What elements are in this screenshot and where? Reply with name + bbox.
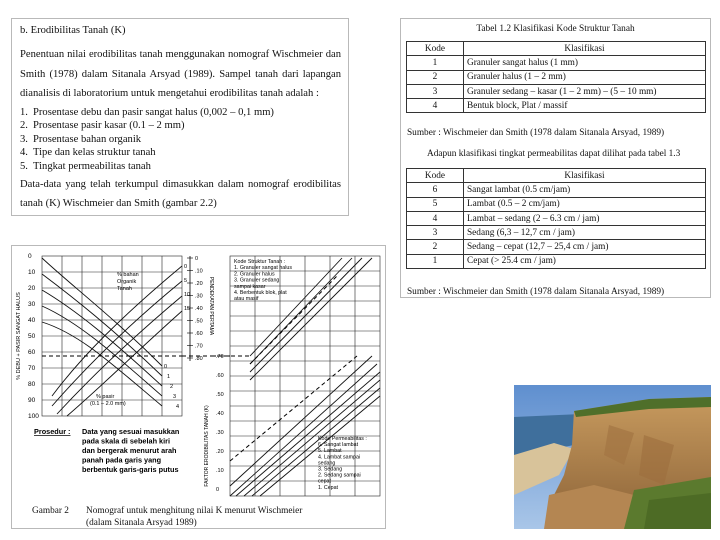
caption-line1: Nomograf untuk menghitung nilai K menurut Wischmeier — [86, 506, 303, 516]
right-tick: .70 — [216, 354, 224, 360]
list-item: 1. Prosentase debu dan pasir sangat halus (0,002 – 0,1 mm) — [20, 106, 274, 118]
list-item: 4. Tipe dan kelas struktur tanah — [20, 147, 156, 159]
list-item: 5. Tingkat permeabilitas tanah — [20, 160, 151, 172]
table-row: 1 Granuler sangat halus (1 mm) — [407, 56, 706, 70]
svg-text:% bahan: % bahan — [117, 272, 139, 278]
permeability-legend-line: 6. Sangat lambat — [318, 442, 359, 449]
table-row: 3 Sedang (6,3 – 12,7 cm / jam) — [407, 226, 706, 240]
structure-legend-line: 2. Granuler halus — [234, 271, 275, 278]
right-axis-label: FAKTOR ERODIBILITAS TANAH (K) — [204, 405, 210, 487]
left-tick: 0 — [28, 253, 32, 260]
first-k-tick: .20 — [195, 281, 203, 287]
closing-paragraph: Data-data yang telah terkumpul dimasukkan dalam nomograf erodibilitas tanah (K) Wischmeier dan Smith (gambar 2.2) — [20, 178, 341, 209]
procedure-line: pada skala di sebelah kiri — [82, 436, 171, 446]
nomograph-panel — [11, 245, 386, 529]
left-tick: 90 — [28, 397, 36, 404]
right-tick: .20 — [216, 449, 224, 455]
permeability-legend-line: cepat — [318, 478, 331, 485]
right-tick: .30 — [216, 430, 224, 436]
left-tick: 40 — [28, 317, 36, 324]
first-k-axis-label: PENDEKATAN PERTAMA — [208, 276, 214, 336]
structure-legend-line: 3. Granuler sedang — [234, 277, 280, 284]
sand-values — [184, 264, 190, 312]
organic-value: 0 — [164, 364, 168, 370]
table-row: 4 Bentuk block, Plat / massif — [407, 99, 706, 113]
left-tick: 50 — [28, 333, 36, 340]
table-header-row: Kode Klasifikasi — [407, 169, 706, 183]
cliff-erosion-photo — [514, 385, 711, 529]
erosion-image — [514, 385, 711, 529]
table-row: 2 Sedang – cepat (12,7 – 25,4 cm / jam) — [407, 240, 706, 254]
permeability-legend-line: Kode Permeabilitas : — [318, 436, 367, 442]
permeability-legend-line: sedang — [318, 460, 336, 467]
svg-text:Tanah: Tanah — [117, 286, 132, 292]
left-chart-grid — [42, 256, 182, 416]
first-k-tick: .30 — [195, 293, 203, 300]
first-k-tick: .80 — [195, 356, 203, 362]
caption-label: Gambar 2 — [32, 506, 69, 516]
procedure-line: berbentuk garis-garis putus — [82, 465, 179, 474]
list-item: 2. Prosentase pasir kasar (0.1 – 2 mm) — [20, 120, 185, 132]
left-tick: 10 — [28, 269, 36, 276]
procedure-line: dan bergerak menurut arah — [82, 446, 177, 455]
table-header-row: Kode Klasifikasi — [407, 42, 706, 56]
structure-legend-line: 4. Berbentuk blok, plat — [234, 290, 287, 296]
right-tick: .10 — [216, 468, 224, 474]
first-k-tick: 0 — [195, 256, 199, 262]
sand-value: 10 — [184, 292, 191, 298]
first-k-tick: .40 — [195, 306, 203, 312]
left-tick: 80 — [28, 381, 36, 388]
table-row: 6 Sangat lambat (0.5 cm/jam) — [407, 183, 706, 197]
organic-values — [164, 364, 179, 410]
sand-value: 15 — [184, 306, 191, 312]
table-row: 2 Granuler halus (1 – 2 mm) — [407, 70, 706, 84]
section-heading: b. Erodibilitas Tanah (K) — [20, 25, 126, 36]
organic-value: 3 — [173, 394, 177, 400]
right-tick: 0 — [216, 487, 220, 493]
structure-legend — [234, 259, 292, 302]
table1-source: Sumber : Wischmeier dan Smith (1978 dalam Sitanala Arsyad, 1989) — [407, 128, 665, 138]
structure-legend-line: 1. Granuler sangat halus — [234, 265, 293, 272]
structure-legend-line: sampai kasar — [234, 283, 266, 290]
tables-panel — [400, 18, 711, 298]
organic-value: 4 — [176, 404, 180, 410]
right-tick: .50 — [216, 392, 224, 398]
organic-value: 1 — [167, 374, 171, 380]
left-tick: 60 — [28, 349, 36, 356]
caption-line2: (dalam Sitanala Arsyad 1989) — [86, 518, 197, 528]
left-tick: 30 — [28, 301, 36, 308]
organic-value: 2 — [170, 384, 174, 390]
procedure-line: panah pada garis yang — [82, 455, 162, 465]
permeability-legend-line: 5. Lambat — [318, 448, 342, 455]
first-k-tick: .70 — [195, 343, 203, 350]
procedure-line: Data yang sesuai masukkan — [82, 427, 180, 436]
left-axis-label: % DEBU + PASIR SANGAT HALUS — [16, 292, 22, 380]
intro-paragraph: Penentuan nilai erodibilitas tanah menggunakan nomograf Wischmeier dan Smith (1978) dalam Sitanala Arsyad (1989). Sampel tanah dari lapangan dianalisis di laboratorium untuk mengetahui erodibilitas tanah adalah : — [20, 49, 341, 100]
table1-title: Tabel 1.2 Klasifikasi Kode Struktur Tanah — [476, 24, 635, 34]
structure-legend-line: Kode Struktur Tanah : — [234, 259, 286, 265]
permeability-legend — [318, 436, 367, 491]
permeability-legend-line: 4. Lambat sampai — [318, 454, 361, 461]
right-tick: .40 — [216, 411, 224, 417]
first-k-tick: .60 — [195, 331, 203, 337]
text-panel — [11, 18, 349, 216]
parameter-list — [20, 106, 341, 173]
structure-table — [406, 41, 706, 113]
first-k-tick: .10 — [195, 268, 203, 275]
permeability-legend-line: 3. Sedang — [318, 466, 343, 473]
first-k-tick: .50 — [195, 318, 203, 325]
svg-text:Prosedur :: Prosedur : — [34, 427, 71, 436]
right-axis-ticks — [216, 354, 224, 493]
left-tick: 70 — [28, 365, 36, 372]
left-axis-ticks — [28, 253, 39, 420]
table-row: 4 Lambat – sedang (2 – 6.3 cm / jam) — [407, 211, 706, 225]
list-item: 3. Prosentase bahan organik — [20, 133, 142, 145]
sand-value: 5 — [184, 278, 188, 284]
svg-text:(0.1 – 2.0 mm): (0.1 – 2.0 mm) — [90, 401, 126, 407]
organic-label — [117, 272, 139, 292]
procedure-note — [34, 427, 179, 474]
left-tick: 20 — [28, 285, 36, 292]
table-row: 5 Lambat (0.5 – 2 cm/jam) — [407, 197, 706, 211]
table-row: 3 Granuler sedang – kasar (1 – 2 mm) – (5 – 10 mm) — [407, 84, 706, 98]
structure-legend-line: atau masif — [234, 296, 259, 303]
sand-label — [90, 394, 126, 407]
svg-text:% pasir: % pasir — [96, 394, 115, 400]
left-tick: 100 — [28, 413, 39, 420]
permeability-legend-line: 1. Cepat — [318, 484, 339, 491]
nomograph-figure — [12, 246, 387, 530]
table-row: 1 Cepat (> 25.4 cm / jam) — [407, 254, 706, 268]
svg-text:Organik: Organik — [117, 279, 137, 285]
figure-caption — [32, 505, 302, 529]
permeability-note: Adapun klasifikasi tingkat permeabilitas dapat dilihat pada tabel 1.3 — [427, 149, 681, 159]
right-tick: .60 — [216, 373, 224, 379]
sand-value: 0 — [184, 264, 188, 270]
permeability-table — [406, 168, 706, 269]
permeability-legend-line: 2. Sedang sampai — [318, 472, 361, 479]
table2-source: Sumber : Wischmeier dan Smith (1978 dalam Sitanala Arsyad, 1989) — [407, 287, 665, 297]
